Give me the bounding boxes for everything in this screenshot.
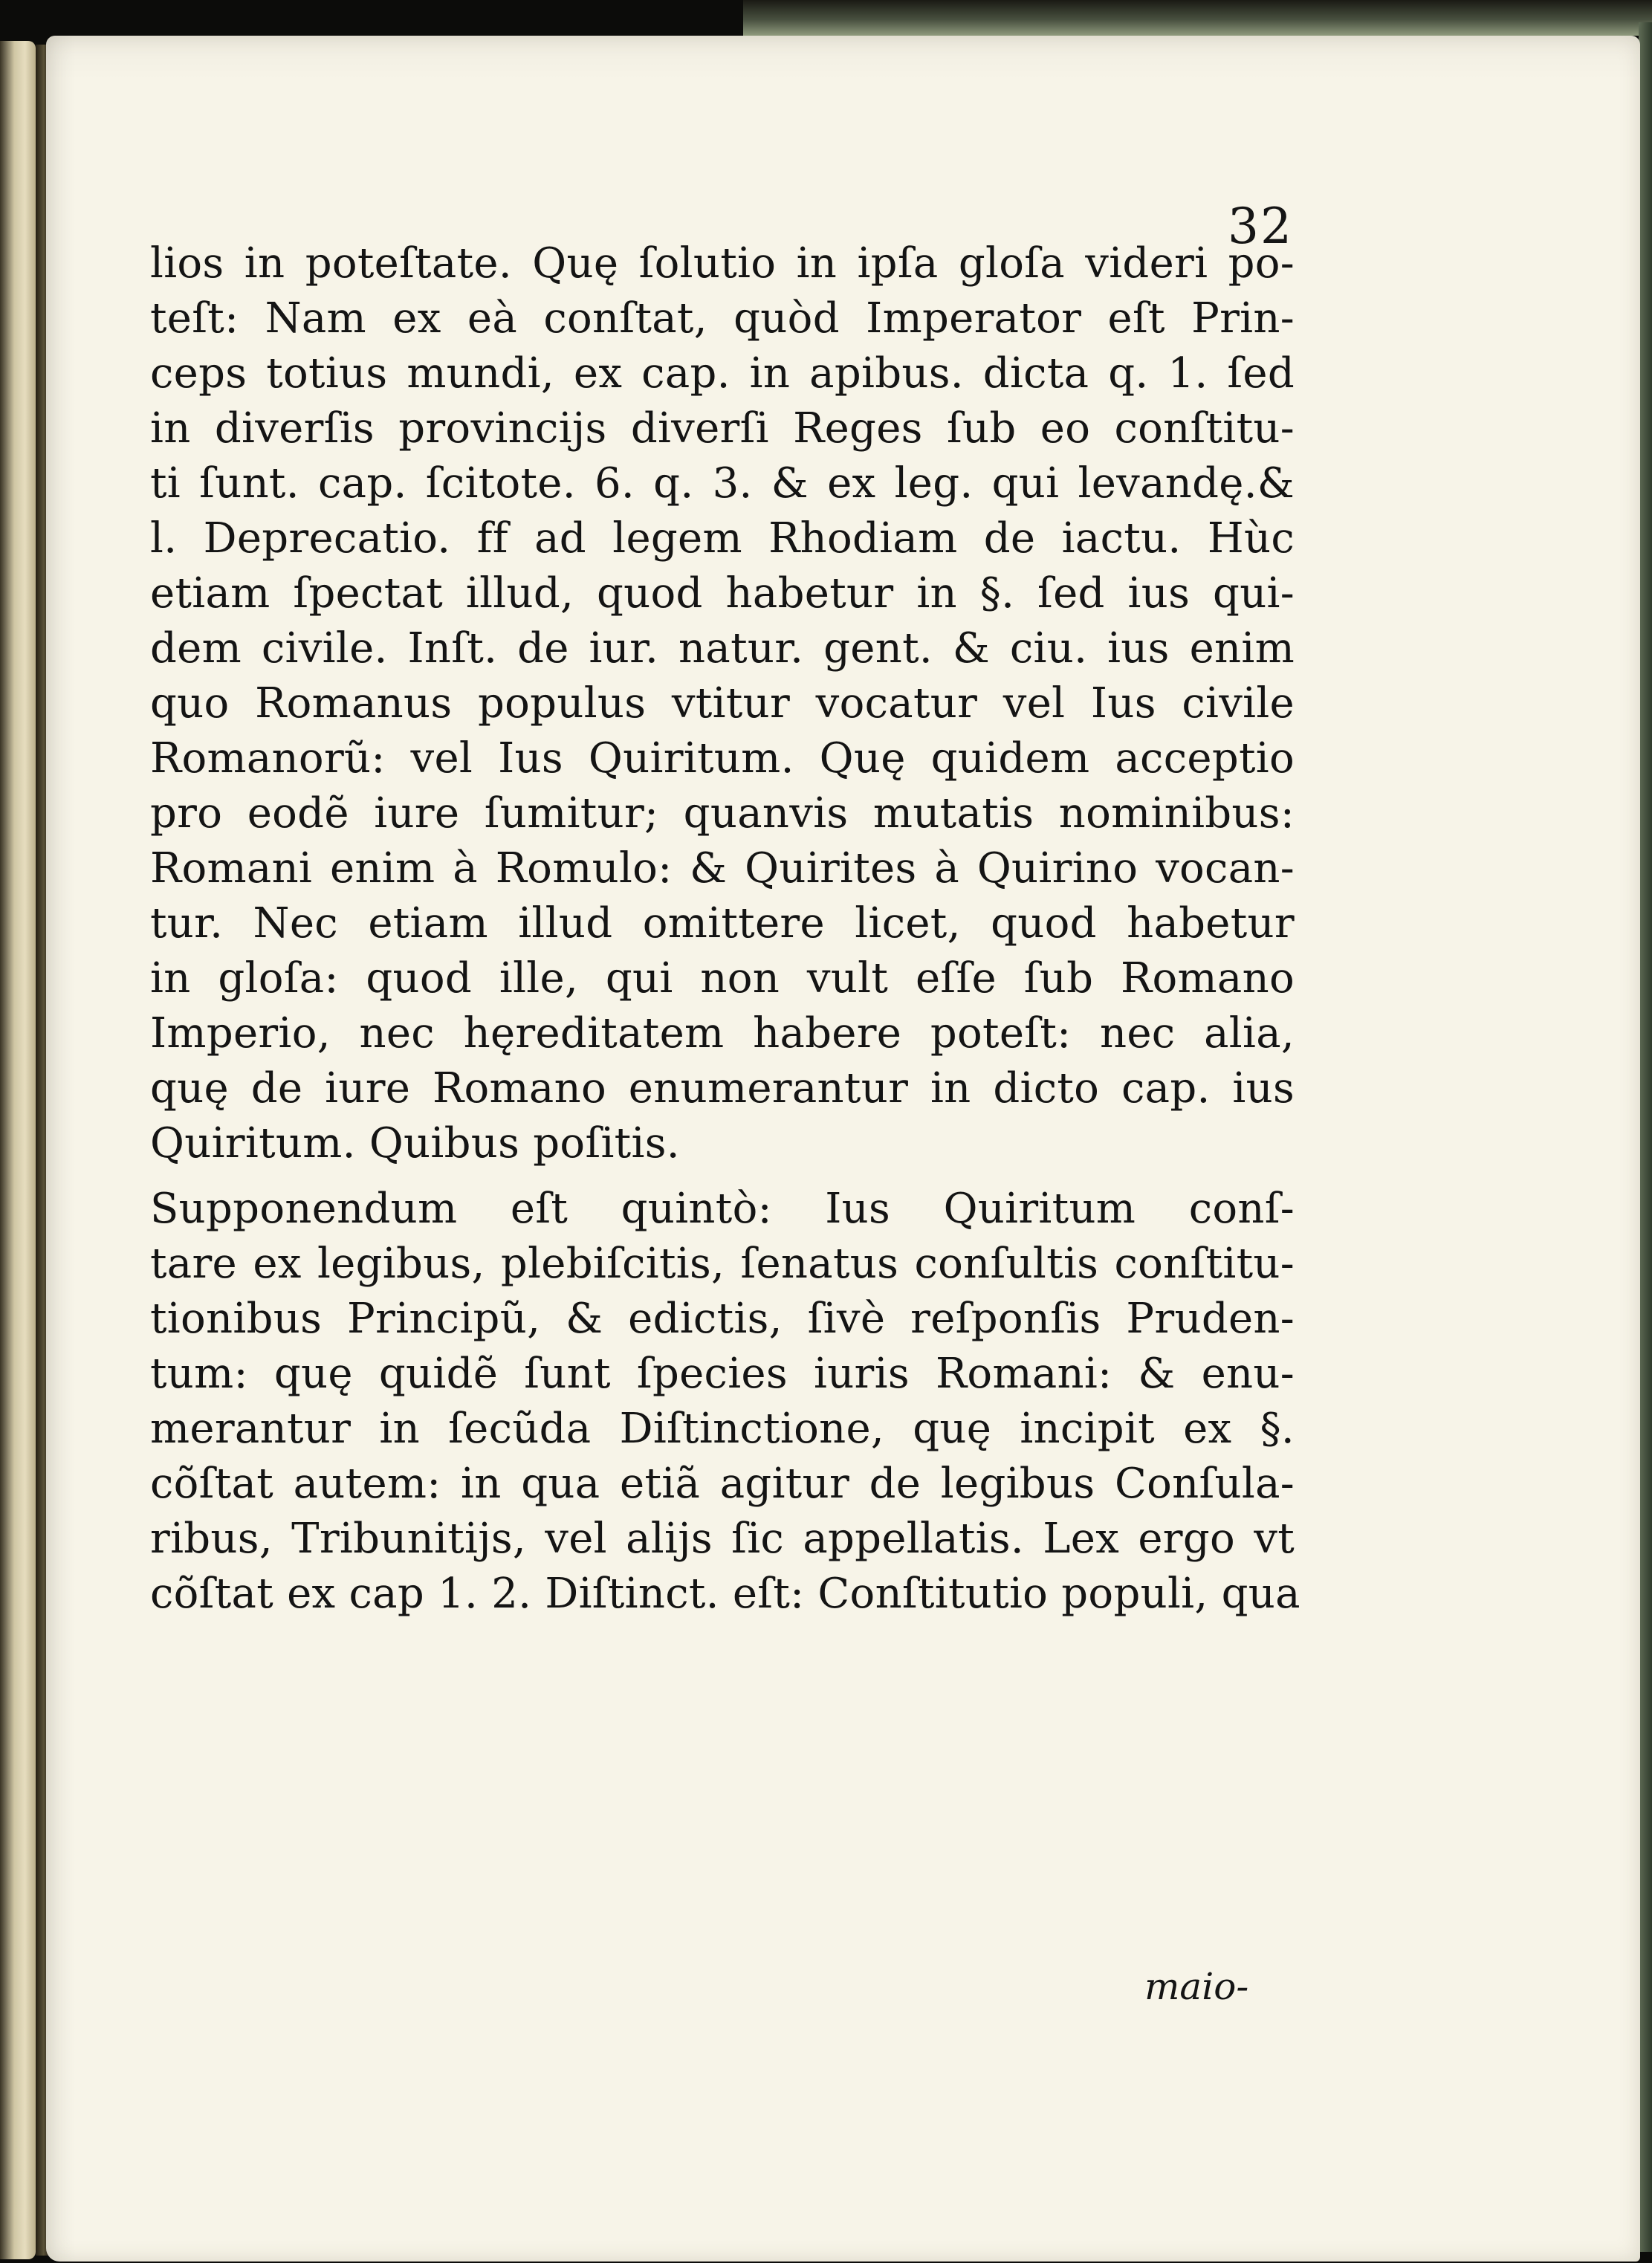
text-line: lios in poteſtate. Quę ſolutio in ipſa gloſa videri po- [150,239,1295,288]
text-line: tur. Nec etiam illud omittere licet, quod habetur [150,899,1295,948]
text-line: Quiritum. Quibus poſitis. [150,1119,680,1168]
page-stack-right-edge [1639,22,1652,2252]
page-stack-top-edge [743,0,1652,36]
book-page [46,36,1640,2262]
text-line: tionibus Principũ, & edictis, ſivè reſponſis Pruden- [150,1295,1295,1343]
text-line: Imperio, nec hęreditatem habere poteſt: nec alia, [150,1009,1295,1058]
text-line: cõſtat autem: in qua etiã agitur de legibus Conſula- [150,1460,1295,1508]
text-line: tare ex legibus, plebiſcitis, ſenatus conſultis conſtitu- [150,1240,1295,1288]
text-line: quę de iure Romano enumerantur in dicto cap. ius [150,1064,1295,1113]
text-line: cõſtat ex cap 1. 2. Diſtinct. eſt: Conſtitutio populi, qua [150,1570,1300,1618]
page-number: 32 [1228,198,1293,255]
text-line: in diverſis provincijs diverſi Reges ſub eo conſtitu- [150,404,1295,453]
text-line: teſt: Nam ex eà conſtat, quòd Imperator eſt Prin- [150,294,1295,343]
text-line: pro eodẽ iure ſumitur; quanvis mutatis nominibus: [150,789,1295,838]
text-line: tum: quę quidẽ ſunt ſpecies iuris Romani: & enu- [150,1350,1295,1398]
paragraph-start-line: Supponendum eſt quintò: Ius Quiritum conſ- [150,1185,1295,1233]
text-line: quo Romanus populus vtitur vocatur vel Ius civile [150,679,1295,728]
text-line: ribus, Tribunitijs, vel alijs ſic appellatis. Lex ergo vt [150,1515,1295,1563]
text-line: dem civile. Inſt. de iur. natur. gent. & ciu. ius enim [150,624,1295,673]
text-line: Romani enim à Romulo: & Quirites à Quirino vocan- [150,844,1295,893]
body-text [150,236,1300,1622]
text-line: Romanorũ: vel Ius Quiritum. Quę quidem acceptio [150,734,1295,783]
text-line: etiam ſpectat illud, quod habetur in §. ſed ius qui- [150,569,1295,618]
text-line: merantur in ſecũda Diſtinctione, quę incipit ex §. [150,1405,1295,1453]
text-line: in gloſa: quod ille, qui non vult eſſe ſub Romano [150,954,1295,1003]
text-line: ti ſunt. cap. ſcitote. 6. q. 3. & ex leg. qui levandę.& [150,459,1295,508]
text-line: ceps totius mundi, ex cap. in apibus. dicta q. 1. ſed [150,349,1295,398]
catchword: maio- [1144,1965,1249,2008]
text-line: l. Deprecatio. ff ad legem Rhodiam de iactu. Hùc [150,514,1295,563]
facing-page-edge [0,41,36,2259]
